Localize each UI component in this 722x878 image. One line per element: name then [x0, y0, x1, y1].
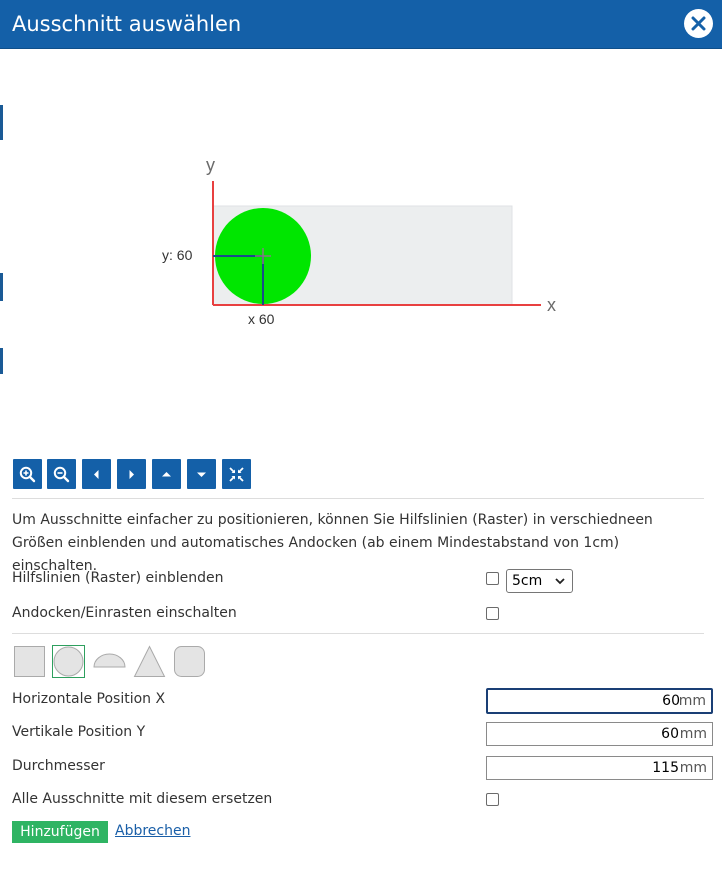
shape-triangle-button[interactable]: [133, 645, 166, 678]
x-axis-label: x: [547, 295, 556, 315]
add-button[interactable]: Hinzufügen: [12, 821, 108, 843]
chevron-down-icon: [555, 578, 565, 585]
move-right-button[interactable]: [117, 459, 146, 489]
y-position-readout: y: 60: [162, 247, 193, 263]
diameter-unit: mm: [679, 760, 707, 776]
rounded-square-shape-icon: [173, 645, 206, 678]
dialog-title: Ausschnitt auswählen: [12, 12, 242, 36]
circle-shape-icon: [53, 646, 84, 677]
zoom-in-button[interactable]: [13, 459, 42, 489]
shape-square-button[interactable]: [13, 645, 46, 678]
position-x-input[interactable]: [492, 690, 680, 712]
position-x-unit: mm: [678, 693, 706, 709]
cancel-link[interactable]: Abbrechen: [115, 823, 191, 839]
cutout-canvas[interactable]: [0, 49, 722, 454]
snap-label: Andocken/Einrasten einschalten: [12, 605, 237, 621]
position-y-field[interactable]: [486, 722, 713, 746]
grid-size-value: 5cm: [512, 573, 543, 589]
diameter-input[interactable]: [491, 757, 679, 779]
snap-checkbox[interactable]: [486, 607, 499, 620]
shape-semicircle-button[interactable]: [93, 645, 126, 678]
triangle-shape-icon: [133, 645, 166, 678]
semicircle-shape-icon: [93, 645, 126, 678]
replace-all-checkbox[interactable]: [486, 793, 499, 806]
divider: [12, 498, 704, 499]
close-icon: [691, 16, 706, 31]
y-axis-label: y: [206, 155, 215, 175]
zoom-out-icon: [53, 466, 70, 483]
zoom-in-icon: [19, 466, 36, 483]
position-x-label: Horizontale Position X: [12, 691, 166, 707]
diameter-field[interactable]: [486, 756, 713, 780]
compress-icon: [228, 466, 245, 483]
replace-all-label: Alle Ausschnitte mit diesem ersetzen: [12, 791, 273, 807]
grid-info-text: Um Ausschnitte einfacher zu positionieren, können Sie Hilfslinien (Raster) in verschiedneen Größen einblenden und automatisches Andocken (ab einem Mindestabstand von 1cm) einschalten.: [12, 512, 653, 574]
caret-right-icon: [123, 466, 140, 483]
dialog-titlebar: [0, 0, 722, 49]
move-up-button[interactable]: [152, 459, 181, 489]
grid-checkbox[interactable]: [486, 572, 499, 585]
position-y-input[interactable]: [491, 723, 679, 745]
x-position-readout: x 60: [248, 311, 275, 327]
position-x-field[interactable]: [486, 688, 713, 714]
position-y-unit: mm: [679, 726, 707, 742]
grid-label: Hilfslinien (Raster) einblenden: [12, 570, 224, 586]
move-left-button[interactable]: [82, 459, 111, 489]
grid-size-select[interactable]: [506, 569, 573, 593]
fit-view-button[interactable]: [222, 459, 251, 489]
caret-left-icon: [88, 466, 105, 483]
shape-rounded-square-button[interactable]: [173, 645, 206, 678]
shape-circle-button[interactable]: [52, 645, 85, 678]
square-shape-icon: [13, 645, 46, 678]
diameter-label: Durchmesser: [12, 758, 105, 774]
divider: [12, 633, 704, 634]
zoom-out-button[interactable]: [47, 459, 76, 489]
caret-down-icon: [193, 466, 210, 483]
caret-up-icon: [158, 466, 175, 483]
position-y-label: Vertikale Position Y: [12, 724, 146, 740]
close-button[interactable]: [684, 9, 713, 38]
move-down-button[interactable]: [187, 459, 216, 489]
